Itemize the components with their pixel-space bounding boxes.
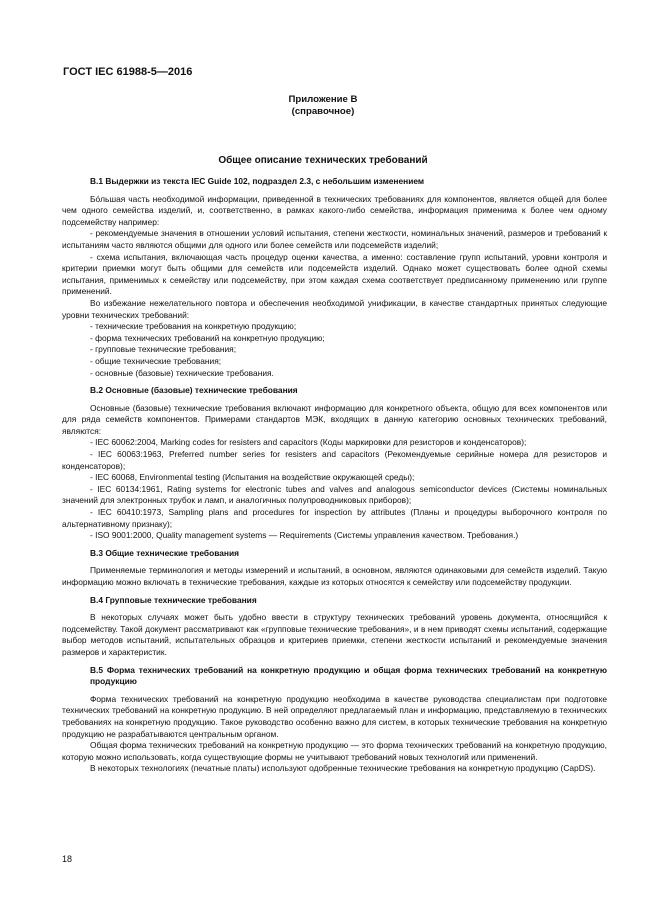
b1-paragraph-4: Во избежание нежелательного повтора и обеспечения необходимой унификации, в качестве стандартных принятых следующие уровни технических требований:	[62, 297, 607, 320]
b2-paragraph-1: Основные (базовые) технические требования включают информацию для конкретного объекта, общую для всех компонентов или для ряда семейств компонентов. Примерами стандартов МЭК, входящих в данную категорию основных технических требований, являются:	[62, 402, 607, 436]
b1-list-item: - основные (базовые) технические требования.	[90, 367, 274, 378]
appendix-type: (справочное)	[291, 106, 355, 117]
page-number: 18	[62, 854, 73, 864]
b5-paragraph-3: В некоторых технологиях (печатные платы) используют одобренные технические требования на конкретную продукцию (CapDS).	[90, 763, 596, 774]
b1-list-item: - общие технические требования;	[90, 355, 222, 366]
b1-list-item: - групповые технические требования;	[90, 344, 237, 355]
b2-list-item: - IEC 60063:1963, Preferred number series for resisters and capacitors (Рекомендуемые серийные номера для резисторов и конденсаторов);	[62, 449, 607, 471]
b1-paragraph-2: - рекомендуемые значения в отношении условий испытания, степени жесткости, номинальных значений, размеров и требований к испытаниям часто являются общими для одного или более семейств или подсемейств изделий;	[62, 228, 607, 250]
b5-paragraph-2: Общая форма технических требований на конкретную продукцию — это форма технических требований на конкретную продукцию, которую можно использовать, когда существующие формы не учитывают требований новых технологий или применений.	[62, 740, 607, 762]
b2-list-item: - ISO 9001:2000, Quality management systems — Requirements (Системы управления качеством. Требования.)	[90, 530, 519, 541]
main-title: Общее описание технических требований	[218, 155, 428, 166]
section-b5-heading: В.5 Форма технических требований на конкретную продукцию и общая форма технических требований на конкретную продукцию	[90, 664, 607, 687]
b1-list-item: - технические требования на конкретную продукцию;	[90, 321, 297, 332]
section-b3-heading: В.3 Общие технические требования	[90, 547, 239, 558]
section-b4-heading: В.4 Групповые технические требования	[90, 594, 257, 605]
b2-list-item: - IEC 60410:1973, Sampling plans and procedures for inspection by attributes (Планы и процедуры выборочного контроля по альтернативному признаку);	[62, 507, 607, 529]
b1-list-item: - форма технических требований на конкретную продукцию;	[90, 332, 325, 343]
appendix-title: Приложение В	[288, 94, 358, 105]
b2-list-item: - IEC 60062:2004, Marking codes for resisters and capacitors (Коды маркировки для резисторов и конденсаторов);	[90, 437, 527, 448]
b3-paragraph-1: Применяемые терминология и методы измерений и испытаний, в основном, являются одинаковыми для семейств изделий. Такую информацию можно включать в технические требования, каждые из которых относятся к семейству или подсемейству продукции.	[62, 565, 607, 587]
b2-list-item: - IEC 60068, Environmental testing (Испытания на воздействие окружающей среды);	[90, 472, 415, 483]
document-code: ГОСТ IEC 61988-5—2016	[63, 66, 193, 78]
section-b2-heading: В.2 Основные (базовые) технические требования	[90, 385, 298, 396]
b5-paragraph-1: Форма технических требований на конкретную продукцию необходима в качестве руководства специалистам при подготовке технических требований на конкретную продукцию. В ней определяют предлагаемый план и информацию, представляемую в технических требованиях на конкретную продукцию. Такое руководство особенно важно для систем, в которых технические требования на конкретную продукцию не разрабатываются центральным органом.	[62, 693, 607, 739]
b4-paragraph-1: В некоторых случаях может быть удобно ввести в структуру технических требований уровень документа, относящийся к подсемейству. Такой документ рассматривают как «групповые технические требования», и в нем приводят схемы испытаний, содержащие выбор методов испытаний, испытательных образцов и критериев приемки, степени жесткости испытаний и рекомендуемые значения размеров и характеристик.	[62, 612, 607, 657]
section-b1-heading: В.1 Выдержки из текста IEC Guide 102, подраздел 2.3, с небольшим изменением	[90, 176, 425, 186]
section-b1	[62, 176, 607, 775]
b1-paragraph-1: Бо́льшая часть необходимой информации, приведенной в технических требованиях для компонентов, является общей для более чем одного семейства изделий, и, соответственно, в рамках какого-либо семейства, информация применима к более чем одному подсемейству например:	[62, 193, 607, 227]
b1-paragraph-3: - схема испытания, включающая часть процедур оценки качества, а именно: составление групп испытаний, уровни контроля и критерии приемки могут быть общими для семейств или подсемейств изделий. Однако может существовать более одной схемы испытания, применимых к семейству или подсемейству, при этом каждая схема соответствует предписанному применению или группе применений.	[62, 251, 607, 297]
b2-list-item: - IEC 60134:1961, Rating systems for electronic tubes and valves and analogous semiconductor devices (Системы номинальных значений для электронных трубок и ламп, и аналогичных полупроводниковых приборов);	[62, 483, 607, 506]
